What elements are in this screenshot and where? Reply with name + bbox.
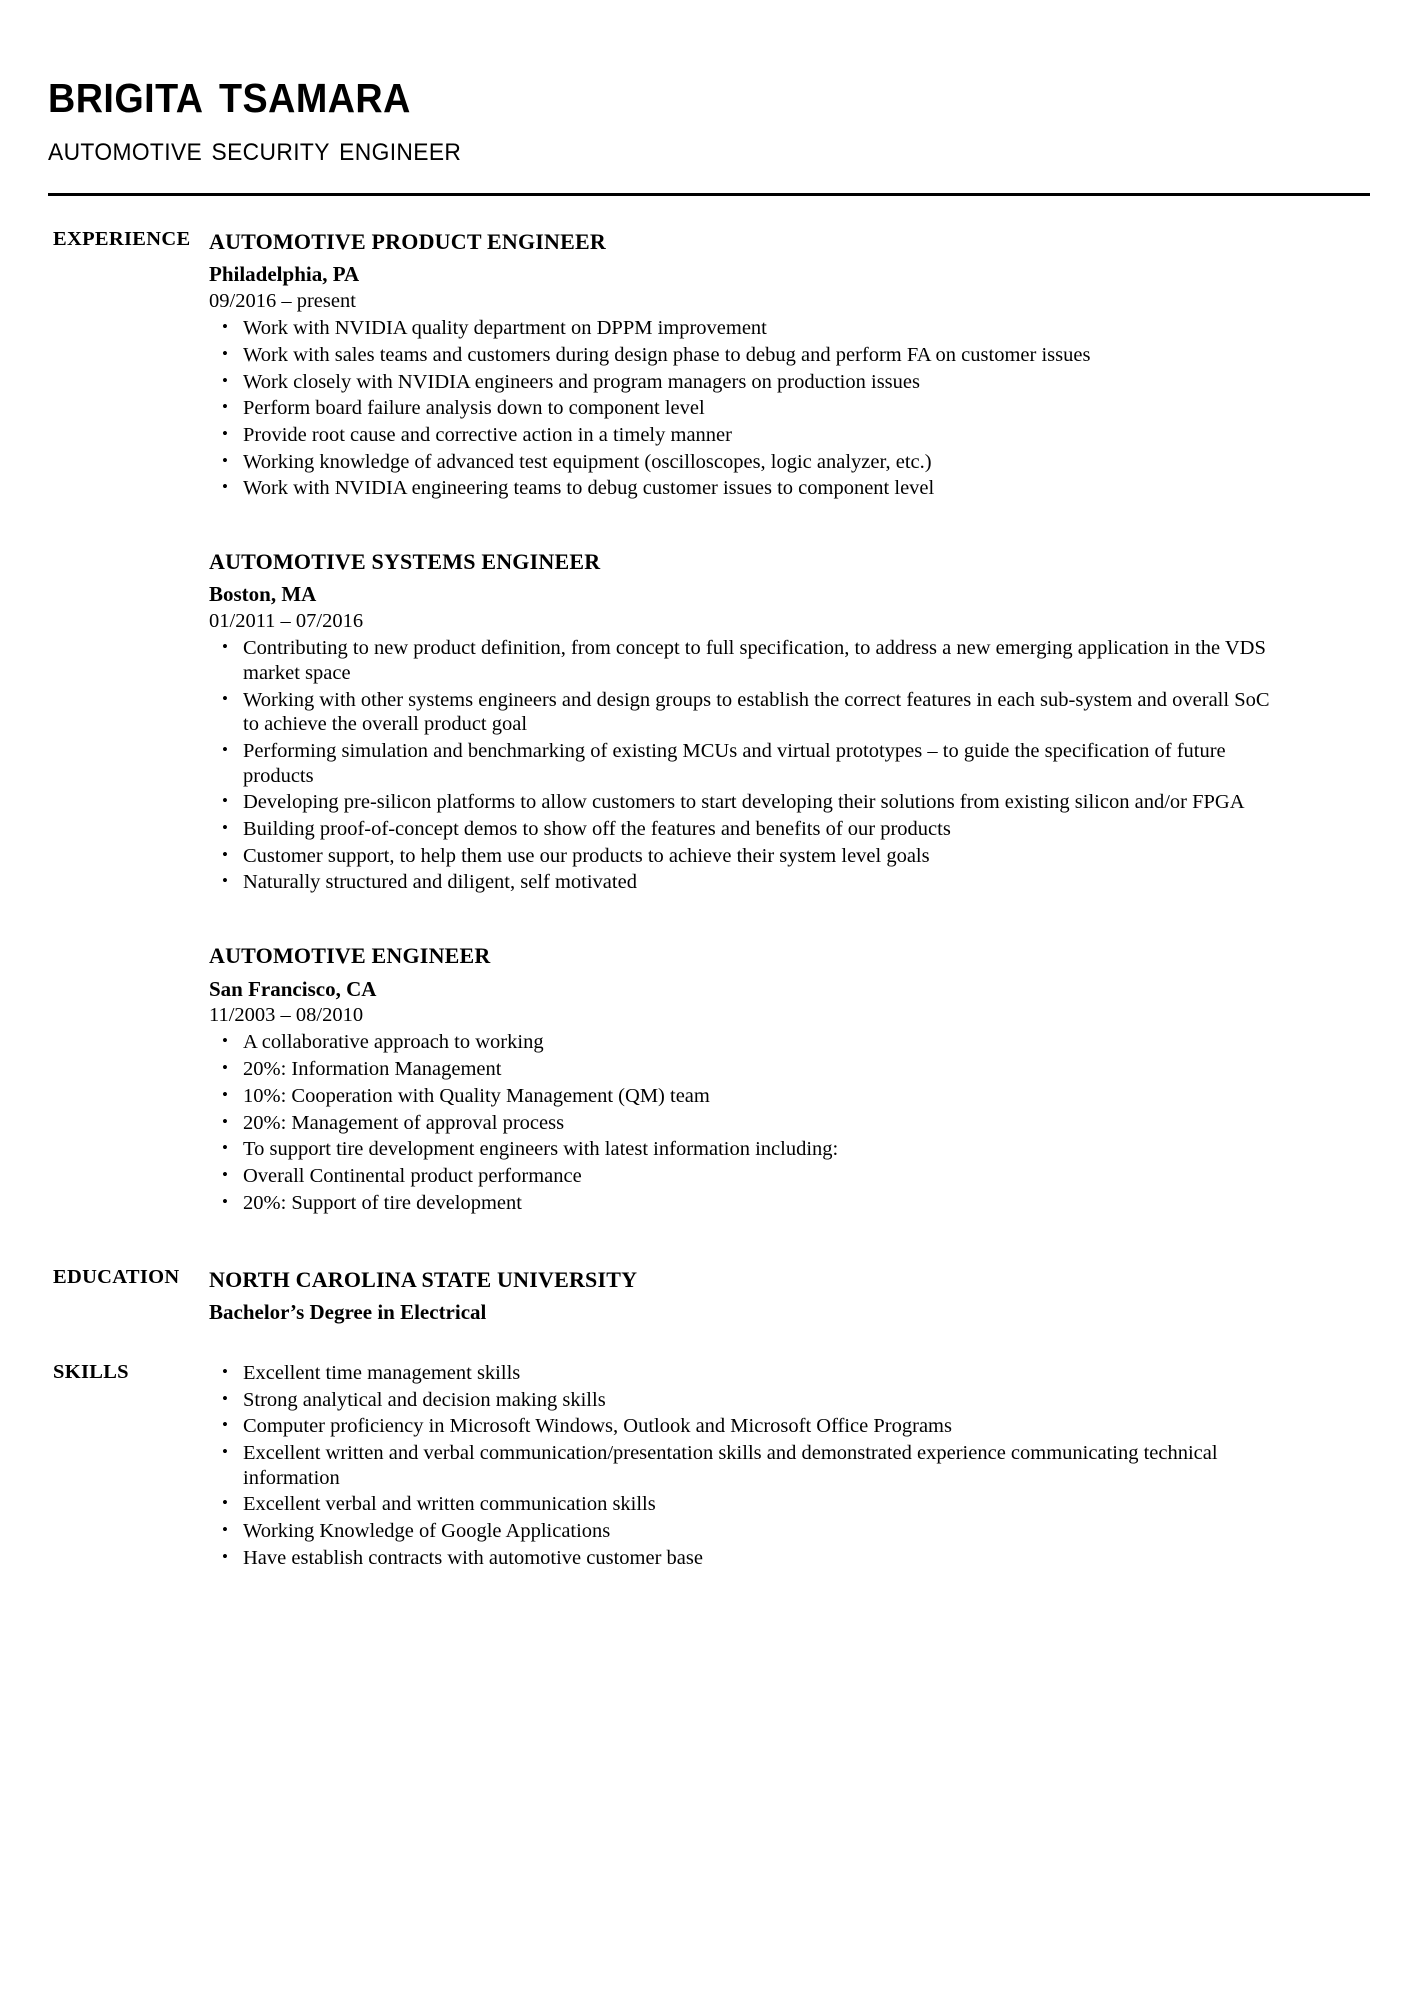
job-entry xyxy=(209,228,1370,501)
job-bullet: • 20%: Support of tire development xyxy=(209,1191,1288,1216)
job-bullet: • Working knowledge of advanced test equipment (oscilloscopes, logic analyzer, etc.) xyxy=(209,450,1288,475)
job-bullet: • Performing simulation and benchmarking of existing MCUs and virtual prototypes – to guide the specification of future products xyxy=(209,739,1288,788)
skills-content xyxy=(209,1361,1370,1573)
experience-section xyxy=(44,228,1370,1217)
skill-bullet: • Computer proficiency in Microsoft Windows, Outlook and Microsoft Office Programs xyxy=(209,1414,1243,1439)
job-bullet: • Work closely with NVIDIA engineers and program managers on production issues xyxy=(209,370,1288,395)
education-content xyxy=(209,1266,1370,1325)
skills-bullet-list xyxy=(209,1361,1370,1571)
job-bullet: • Perform board failure analysis down to component level xyxy=(209,396,1288,421)
job-bullet-list xyxy=(209,316,1370,501)
education-school: NORTH CAROLINA STATE UNIVERSITY xyxy=(209,1267,638,1293)
skill-bullet: • Have establish contracts with automotive customer base xyxy=(209,1546,1243,1571)
job-bullet: • Work with NVIDIA engineering teams to debug customer issues to component level xyxy=(209,476,1288,501)
job-bullet: • Work with sales teams and customers during design phase to debug and perform FA on customer issues xyxy=(209,343,1288,368)
job-bullet: • Building proof-of-concept demos to show off the features and benefits of our products xyxy=(209,817,1288,842)
section-heading-skills: SKILLS xyxy=(53,1360,129,1383)
job-dates: 09/2016 – present xyxy=(209,289,356,312)
job-bullet-list xyxy=(209,1030,1370,1215)
candidate-name: brigita tsamara xyxy=(48,59,411,125)
skill-bullet: • Excellent time management skills xyxy=(209,1361,1243,1386)
job-bullet: • 20%: Information Management xyxy=(209,1057,1288,1082)
candidate-job-title: automotive security engineer xyxy=(48,130,462,169)
resume-header xyxy=(44,59,1370,169)
job-location: Philadelphia, PA xyxy=(209,262,360,287)
job-bullet: • 20%: Management of approval process xyxy=(209,1111,1288,1136)
job-bullet: • Work with NVIDIA quality department on DPPM improvement xyxy=(209,316,1288,341)
education-section xyxy=(44,1266,1370,1325)
job-entry xyxy=(209,942,1370,1215)
section-heading-experience: EXPERIENCE xyxy=(53,227,191,250)
education-degree: Bachelor’s Degree in Electrical xyxy=(209,1299,487,1324)
skills-label-column xyxy=(44,1361,209,1384)
job-bullet: • Provide root cause and corrective action in a timely manner xyxy=(209,423,1288,448)
education-label-column xyxy=(44,1266,209,1289)
job-bullet: • Contributing to new product definition, from concept to full specification, to address a new emerging application in the VDS market space xyxy=(209,636,1288,685)
job-dates: 01/2011 – 07/2016 xyxy=(209,609,364,632)
job-dates: 11/2003 – 08/2010 xyxy=(209,1003,364,1026)
job-title: AUTOMOTIVE SYSTEMS ENGINEER xyxy=(209,548,601,574)
experience-content xyxy=(209,228,1370,1217)
section-heading-education: EDUCATION xyxy=(53,1266,180,1289)
skill-bullet: • Working Knowledge of Google Applications xyxy=(209,1519,1243,1544)
skills-section xyxy=(44,1361,1370,1573)
job-bullet: • 10%: Cooperation with Quality Management (QM) team xyxy=(209,1084,1288,1109)
job-bullet-list xyxy=(209,636,1370,895)
job-title: AUTOMOTIVE PRODUCT ENGINEER xyxy=(209,228,606,254)
job-bullet: • Overall Continental product performance xyxy=(209,1164,1288,1189)
skill-bullet: • Strong analytical and decision making skills xyxy=(209,1388,1243,1413)
job-bullet: • Naturally structured and diligent, self motivated xyxy=(209,870,1288,895)
skill-bullet: • Excellent verbal and written communication skills xyxy=(209,1492,1243,1517)
job-title: AUTOMOTIVE ENGINEER xyxy=(209,943,491,969)
experience-label-column xyxy=(44,228,209,251)
job-location: Boston, MA xyxy=(209,582,317,607)
header-divider xyxy=(48,193,1370,196)
job-bullet: • Developing pre-silicon platforms to allow customers to start developing their solutions from existing silicon and/or FPGA xyxy=(209,790,1288,815)
job-entry xyxy=(209,548,1370,895)
job-bullet: • A collaborative approach to working xyxy=(209,1030,1288,1055)
job-bullet: • Working with other systems engineers and design groups to establish the correct features in each sub-system and overall SoC to achieve the overall product goal xyxy=(209,688,1288,737)
job-location: San Francisco, CA xyxy=(209,976,377,1001)
job-bullet: • Customer support, to help them use our products to achieve their system level goals xyxy=(209,844,1288,869)
job-bullet: • To support tire development engineers with latest information including: xyxy=(209,1137,1288,1162)
skill-bullet: • Excellent written and verbal communication/presentation skills and demonstrated experience communicating technical information xyxy=(209,1441,1243,1490)
